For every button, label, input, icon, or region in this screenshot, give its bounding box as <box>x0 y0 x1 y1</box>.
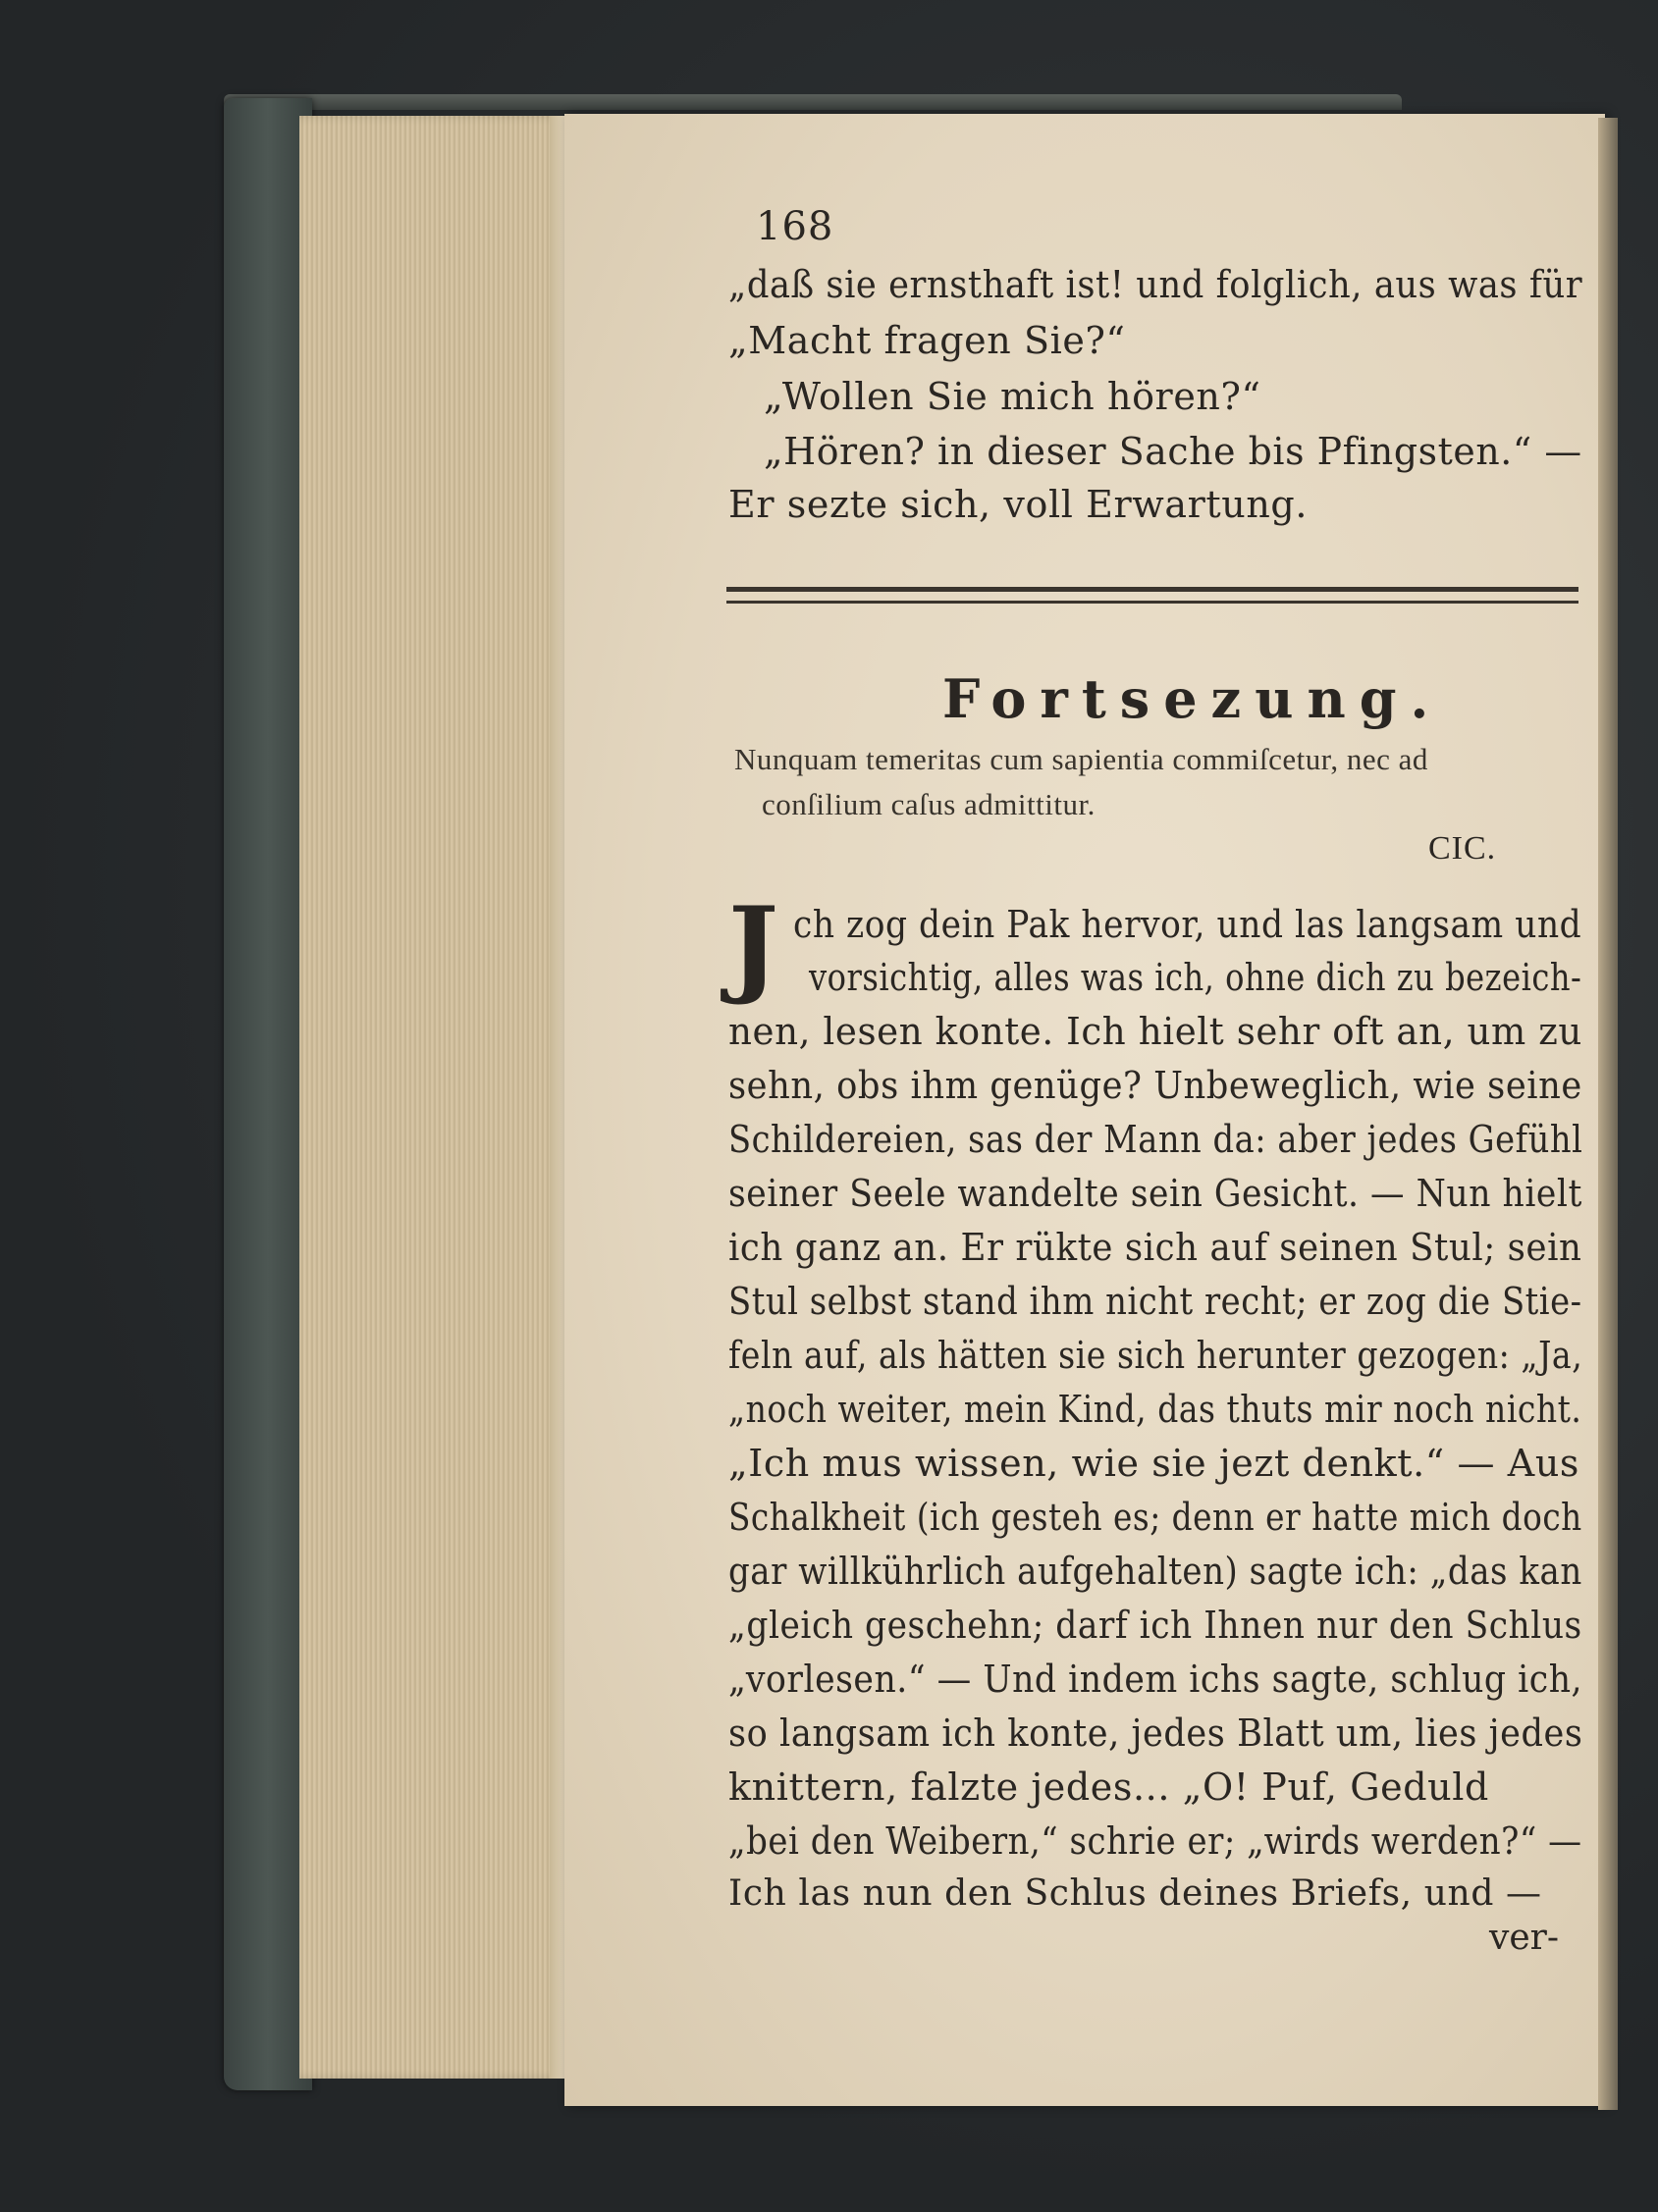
text-line: Stul selbst stand ihm nicht recht; er zog die Stie- <box>728 1280 1582 1323</box>
text-line: „bei den Weibern,“ schrie er; „wirds werden?“ — <box>728 1819 1582 1863</box>
text-line: „vorlesen.“ — Und indem ichs sagte, schlug ich, <box>728 1658 1583 1701</box>
text-line: vorsichtig, alles was ich, ohne dich zu bezeich- <box>809 956 1582 999</box>
divider-rule <box>726 587 1578 592</box>
text-line: Schalkheit (ich gesteh es; denn er hatte mich doch <box>728 1496 1582 1539</box>
book-cover-top-edge <box>224 94 1402 110</box>
text-line: „Macht fragen Sie?“ <box>728 319 1126 362</box>
text-line: Ich las nun den Schlus deines Briefs, und — <box>728 1873 1542 1914</box>
section-heading: Fortsezung. <box>942 667 1443 730</box>
text-line: ch zog dein Pak hervor, und las langsam und <box>793 903 1582 946</box>
text-line: nen, lesen konte. Ich hielt sehr oft an, um zu <box>728 1010 1582 1053</box>
text-line: so langsam ich konte, jedes Blatt um, lies jedes <box>728 1712 1583 1755</box>
page-number: 168 <box>756 204 834 249</box>
text-line: ich ganz an. Er rükte sich auf seinen Stul; sein <box>728 1226 1582 1269</box>
text-line: knittern, falzte jedes... „O! Puf, Geduld <box>728 1765 1489 1809</box>
text-line: „daß sie ernsthaft ist! und folglich, aus was für <box>728 263 1583 306</box>
page-gutter-shadow <box>1598 118 1618 2110</box>
motto-attribution: CIC. <box>1428 830 1497 867</box>
catchword: ver- <box>1489 1918 1560 1958</box>
text-line: sehn, obs ihm genüge? Unbeweglich, wie seine <box>728 1064 1582 1107</box>
text-line: Schildereien, sas der Mann da: aber jedes Gefühl <box>728 1118 1583 1161</box>
text-line: Er sezte sich, voll Erwartung. <box>728 483 1309 526</box>
text-line: „gleich geschehn; darf ich Ihnen nur den Schlus <box>728 1604 1582 1647</box>
text-line: gar willkührlich aufgehalten) sagte ich: „das kan <box>728 1550 1582 1593</box>
text-line: feln auf, als hätten sie sich herunter gezogen: „Ja, <box>728 1334 1583 1377</box>
text-line: „Wollen Sie mich hören?“ <box>764 375 1261 418</box>
text-line: seiner Seele wandelte sein Gesicht. — Nun hielt <box>728 1172 1582 1215</box>
divider-rule-thin <box>726 601 1578 604</box>
motto-line: Nunquam temeritas cum sapientia commiſcetur, nec ad <box>734 742 1428 776</box>
drop-cap: J <box>728 884 779 1008</box>
page-stack <box>299 116 564 2079</box>
motto-line: conſilium caſus admittitur. <box>762 787 1096 821</box>
text-line: „Ich mus wissen, wie sie jezt denkt.“ — Aus <box>728 1442 1579 1485</box>
text-line: „Hören? in dieser Sache bis Pfingsten.“ — <box>764 430 1582 473</box>
text-line: „noch weiter, mein Kind, das thuts mir noch nicht. <box>728 1388 1582 1431</box>
